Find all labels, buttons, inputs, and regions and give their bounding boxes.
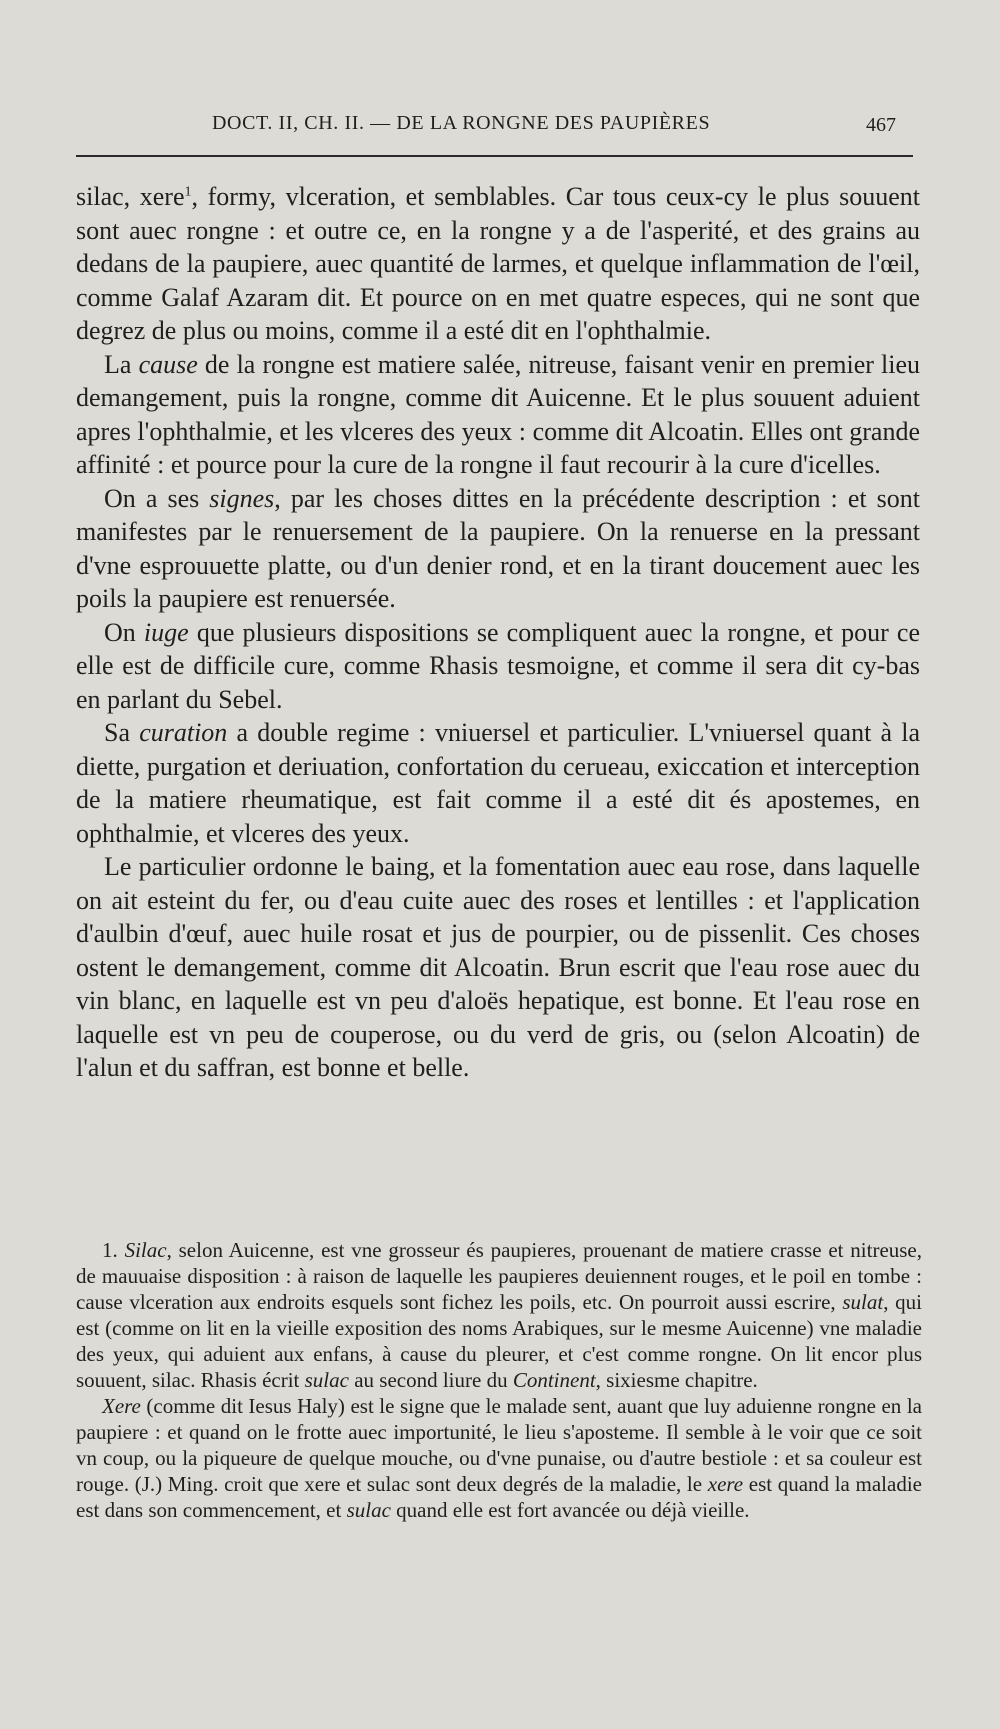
paragraph-2: La cause de la rongne est matiere salée, nitreuse, faisant venir en premier lieu demangement, puis la rongne, comme dit Auicenne. Et le plus souuent aduient apres l'ophthalmie, et les vlceres des yeux : comme dit Alcoatin. Elles ont grande affinité : et pource pour la cure de la rongne il faut recourir à la cure d'icelles. (76, 349, 921, 479)
running-title: DOCT. II, CH. II. — DE LA RONGNE DES PAUPIÈRES (212, 112, 711, 134)
page-number: 467 (866, 114, 896, 136)
paragraph-4: On iuge que plusieurs dispositions se compliquent auec la rongne, et pour ce elle est de difficile cure, comme Rhasis tesmoigne, et comme il sera dit cy-bas en parlant du Sebel. (76, 617, 921, 714)
footnote-ref: 1 (184, 184, 192, 200)
header-rule (76, 155, 913, 157)
footnote-1: 1. Silac, selon Auicenne, est vne grosseur és paupieres, prouenant de matiere crasse et nitreuse, de mauuaise disposition : à raison de laquelle les paupieres deuiennent rouges, et le poil en tombe : cause vlceration aux endroits esquels sont fichez les poils, etc. On pourroit aussi escrire, sulat, qui est (comme on lit en la vieille exposition des noms Arabiques, sur le mesme Auicenne) vne maladie des yeux, qui aduient aux enfans, à cause du pleurer, et c'est comme rongne. On lit encor plus souuent, silac. Rhasis écrit sulac au second liure du Continent, sixiesme chapitre. (76, 1238, 923, 1392)
paragraph-1: silac, xere$^1$, formy, vlceration, et semblables. Car tous ceux-cy le plus souuent sont auec rongne : et outre ce, en la rongne y a de l'asperité, et des grains au dedans de la paupiere, auec quantité de larmes, et quelque inflammation de l'œil, comme Galaf Azaram dit. Et pource on en met quatre especes, qui ne sont que degrez de plus ou moins, comme il a esté dit en l'ophthalmie. (76, 182, 920, 345)
paragraph-6: Le particulier ordonne le baing, et la fomentation auec eau rose, dans laquelle on ait esteint du fer, ou d'eau cuite auec des roses et lentilles : et l'application d'aulbin d'œuf, auec huile rosat et jus de pourpier, ou de pissenlit. Ces choses ostent le demangement, comme dit Alcoatin. Brun escrit que l'eau rose auec du vin blanc, en laquelle est vn peu d'aloës hepatique, est bonne. Et l'eau rose en laquelle est vn peu de couperose, ou du verd de gris, ou (selon Alcoatin) de l'alun et du saffran, est bonne et belle. (76, 852, 920, 1082)
main-text (76, 180, 920, 1085)
page-header (0, 112, 1000, 140)
paragraph-3: On a ses signes, par les choses dittes en la précédente description : et sont manifestes par le renuersement de la paupiere. On la renuerse en la pressant d'vne esprouuette platte, ou d'un denier rond, et en la tirant doucement auec les poils la paupiere est renuersée. (76, 483, 921, 613)
paragraph-5: Sa curation a double regime : vniuersel et particulier. L'vniuersel quant à la diette, purgation et deriuation, confortation du cerueau, exiccation et interception de la matiere rheumatique, est fait comme il a esté dit és apostemes, en ophthalmie, et vlceres des yeux. (76, 718, 921, 848)
footnotes (76, 1237, 922, 1523)
footnote-1-continued: Xere (comme dit Iesus Haly) est le signe que le malade sent, auant que luy aduienne rongne en la paupiere : et quand on le frotte auec importunité, le lieu s'aposteme. Il semble à le voir que ce soit vn coup, ou la piqueure de quelque mouche, ou d'vne punaise, ou d'autre bestiole : et sa couleur est rouge. (J.) Ming. croit que xere et sulac sont deux degrés de la maladie, le xere est quand la maladie est dans son commencement, et sulac quand elle est fort avancée ou déjà vieille. (76, 1394, 922, 1522)
